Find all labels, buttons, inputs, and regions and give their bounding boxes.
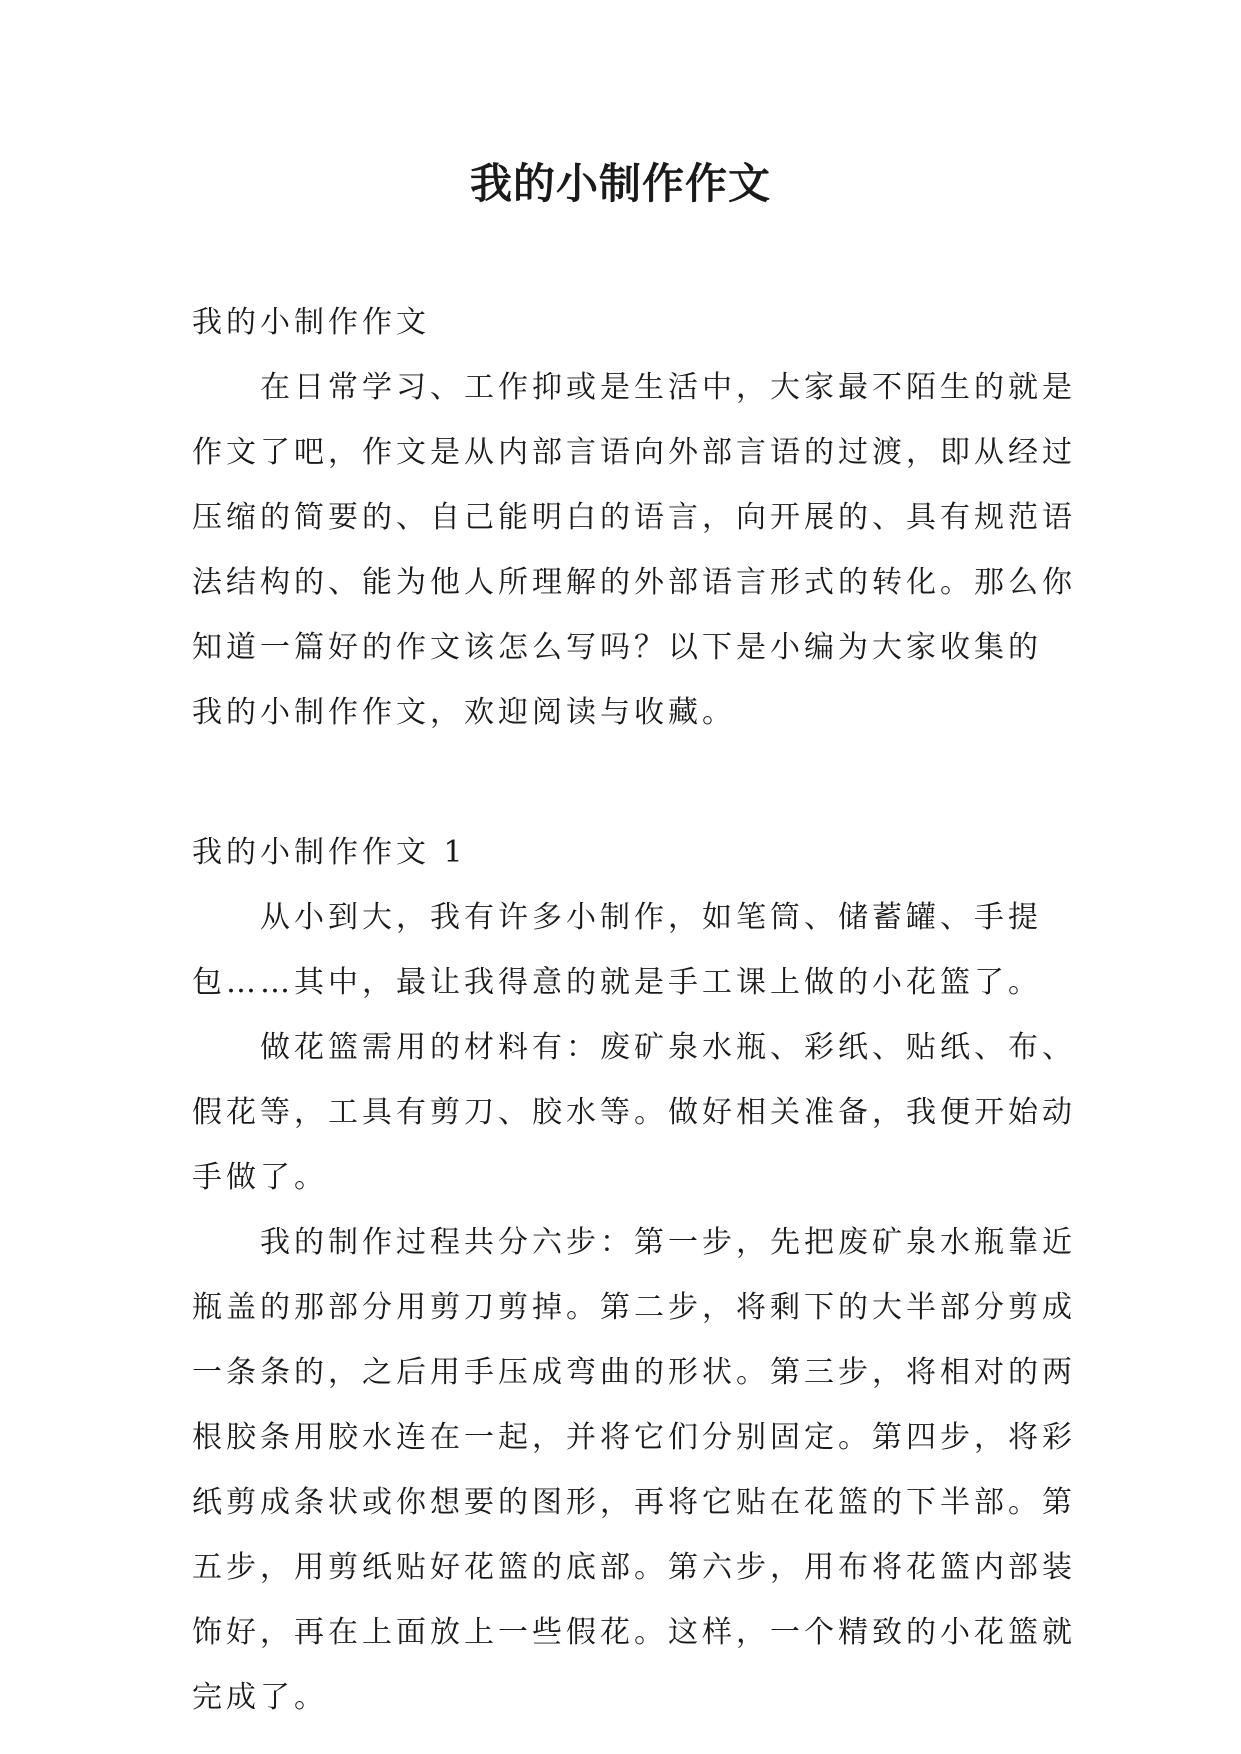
paragraph-3 [192,1210,1076,1730]
paragraph-line: 根胶条用胶水连在一起，并将它们分别固定。第四步，将彩 [192,1420,1076,1455]
paragraph-line: 我的制作过程共分六步：第一步，先把废矿泉水瓶靠近 [260,1225,1076,1260]
paragraph-line: 作文了吧，作文是从内部言语向外部言语的过渡，即从经过 [192,435,1076,470]
paragraph-line: 知道一篇好的作文该怎么写吗？以下是小编为大家收集的 [192,630,1042,665]
intro-heading: 我的小制作作文 [192,305,430,340]
paragraph-line: 法结构的、能为他人所理解的外部语言形式的转化。那么你 [192,565,1076,600]
document-body [192,290,1076,1730]
paragraph-line: 纸剪成条状或你想要的图形，再将它贴在花篮的下半部。第 [192,1485,1076,1520]
paragraph-line: 五步，用剪纸贴好花篮的底部。第六步，用布将花篮内部装 [192,1550,1076,1585]
paragraph-line: 瓶盖的那部分用剪刀剪掉。第二步，将剩下的大半部分剪成 [192,1290,1076,1325]
section-heading: 我的小制作作文 1 [192,835,467,870]
paragraph-line: 从小到大，我有许多小制作，如笔筒、储蓄罐、手提 [260,900,1042,935]
paragraph-line: 压缩的简要的、自己能明白的语言，向开展的、具有规范语 [192,500,1076,535]
paragraph-line: 手做了。 [192,1160,328,1195]
paragraph-line: 假花等，工具有剪刀、胶水等。做好相关准备，我便开始动 [192,1095,1076,1130]
paragraph-line: 一条条的，之后用手压成弯曲的形状。第三步，将相对的两 [192,1355,1076,1390]
paragraph-1 [192,885,1050,1015]
page-title: 我的小制作作文 [469,159,771,208]
paragraph-line: 饰好，再在上面放上一些假花。这样，一个精致的小花篮就 [192,1615,1076,1650]
section-spacer [192,745,1050,820]
paragraph-line: 完成了。 [192,1680,328,1715]
paragraph-2 [192,1015,1076,1210]
paragraph-line: 我的小制作作文，欢迎阅读与收藏。 [192,695,736,730]
intro-paragraph [192,355,1076,745]
paragraph-line: 包……其中，最让我得意的就是手工课上做的小花篮了。 [192,965,1042,1000]
paragraph-line: 做花篮需用的材料有：废矿泉水瓶、彩纸、贴纸、布、 [260,1030,1076,1065]
paragraph-line: 在日常学习、工作抑或是生活中，大家最不陌生的就是 [260,370,1076,405]
